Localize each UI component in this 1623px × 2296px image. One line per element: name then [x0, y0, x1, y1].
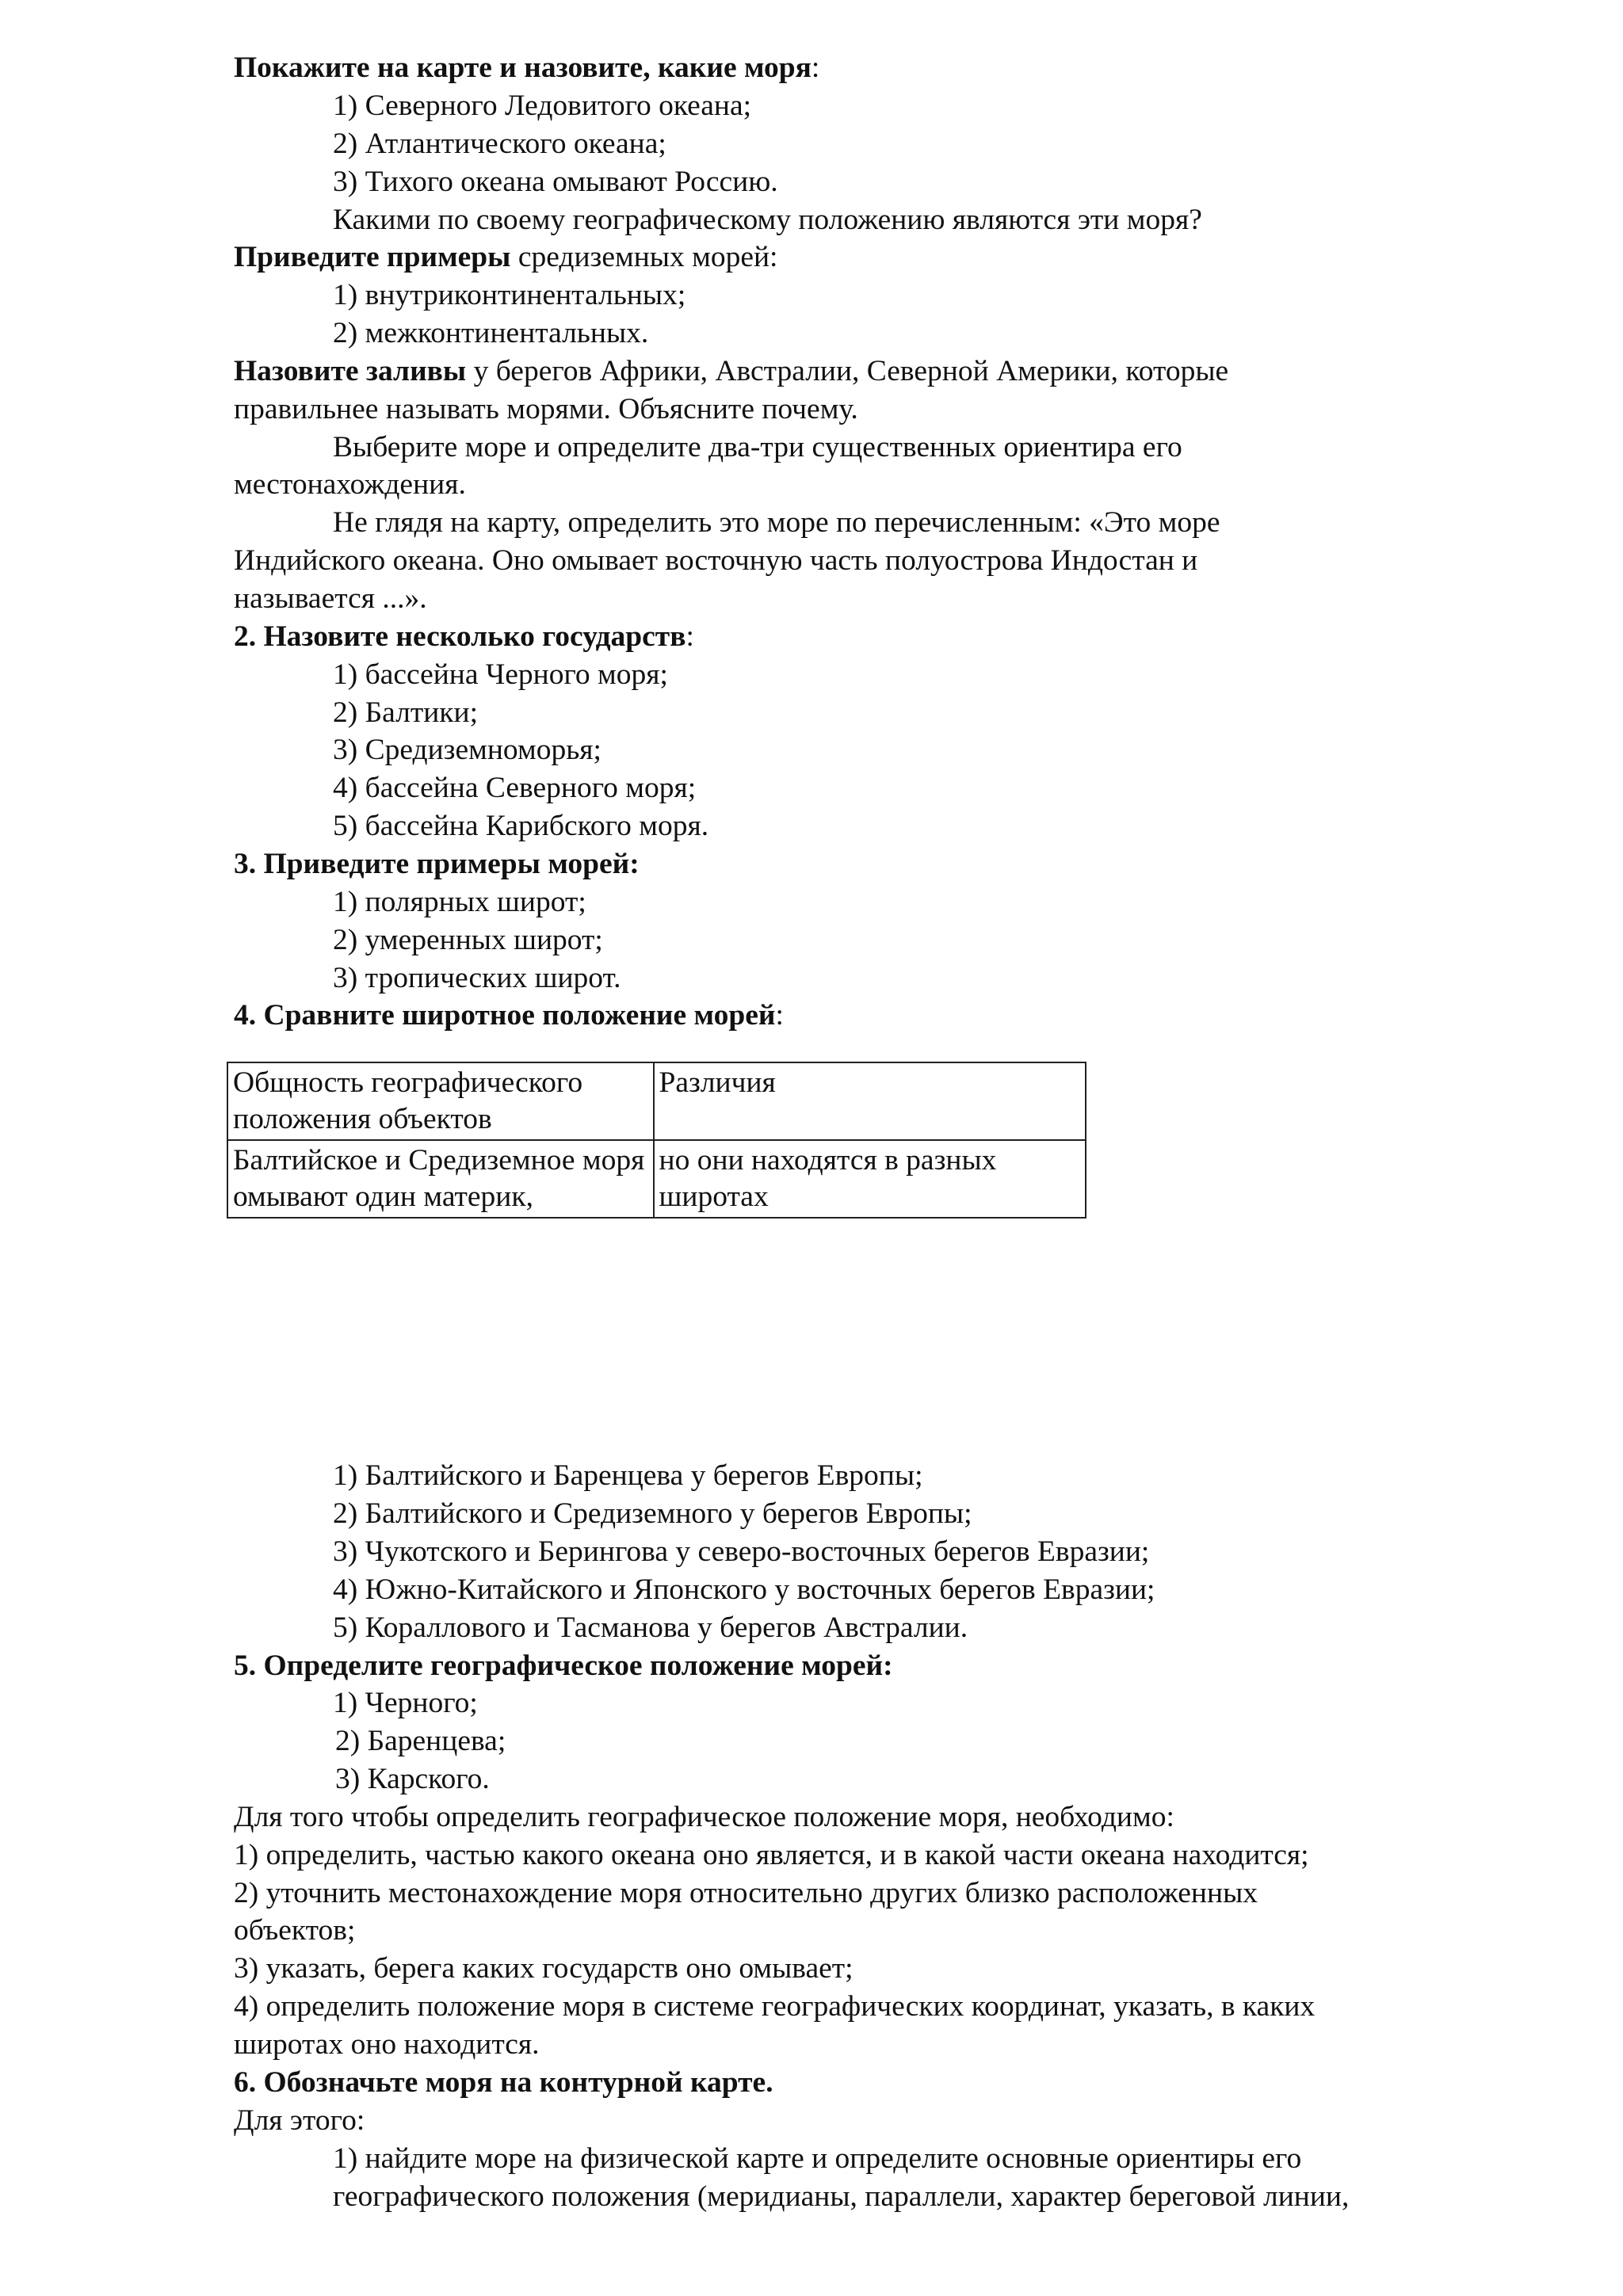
paragraph-line: правильнее называть морями. Объясните почему. — [234, 393, 858, 425]
heading-section-2: 2. Назовите несколько государств: — [234, 620, 694, 653]
list-item: 5) бассейна Карибского моря. — [333, 810, 709, 842]
list-item: 4) бассейна Северного моря; — [333, 772, 697, 804]
list-item: 3) Тихого океана омывают Россию. — [333, 166, 778, 198]
list-item: 1) Северного Ледовитого океана; — [333, 90, 752, 122]
paragraph-line: называется ...». — [234, 582, 427, 615]
paragraph-line: 3) указать, берега каких государств оно омывает; — [234, 1952, 854, 1985]
table-cell: Балтийское и Средиземное моря омывают один материк, — [227, 1140, 654, 1218]
comparison-table — [227, 1062, 1086, 1219]
list-item: 2) Баренцева; — [335, 1725, 506, 1757]
list-item: 3) Карского. — [335, 1763, 490, 1795]
heading-section-6: 6. Обозначьте моря на контурной карте. — [234, 2066, 773, 2099]
heading-section-3: 3. Приведите примеры морей: — [234, 848, 640, 880]
paragraph-line: широтах оно находится. — [234, 2028, 540, 2061]
heading-section-4: 4. Сравните широтное положение морей: — [234, 999, 784, 1032]
paragraph-line: 1) определить, частью какого океана оно является, и в какой части океана находится; — [234, 1839, 1309, 1871]
paragraph-line: Индийского океана. Оно омывает восточную часть полуострова Индостан и — [234, 544, 1198, 577]
list-item: 3) тропических широт. — [333, 962, 621, 994]
list-item: 1) найдите море на физической карте и определите основные ориентиры его — [333, 2142, 1302, 2175]
list-item: 1) Черного; — [333, 1687, 478, 1719]
list-item: 5) Кораллового и Тасманова у берегов Австралии. — [333, 1611, 968, 1644]
paragraph-line: Какими по своему географическому положению являются эти моря? — [333, 204, 1202, 236]
paragraph-line: 4) определить положение моря в системе географических координат, указать, в каких — [234, 1990, 1316, 2023]
paragraph-line: Для этого: — [234, 2104, 365, 2137]
list-item: 4) Южно-Китайского и Японского у восточных берегов Евразии; — [333, 1573, 1155, 1606]
list-item: 1) Балтийского и Баренцева у берегов Европы; — [333, 1459, 923, 1492]
heading-section-5: 5. Определите географическое положение морей: — [234, 1650, 893, 1682]
list-item: 2) межконтинентальных. — [333, 317, 649, 349]
table-cell: но они находятся в разных широтах — [654, 1140, 1086, 1218]
list-item: 1) полярных широт; — [333, 886, 586, 918]
list-item: 1) внутриконтинентальных; — [333, 279, 686, 311]
table-header-cell: Различия — [654, 1062, 1086, 1140]
paragraph-line: местонахождения. — [234, 468, 466, 501]
table-header-row — [227, 1062, 1086, 1140]
list-item: 1) бассейна Черного моря; — [333, 658, 668, 691]
heading-seas: Покажите на карте и назовите, какие моря: — [234, 51, 820, 84]
table-header-cell: Общность географического положения объектов — [227, 1062, 654, 1140]
paragraph-line: Выберите море и определите два-три существенных ориентира его — [333, 431, 1182, 463]
list-item: 3) Средиземноморья; — [333, 734, 601, 766]
paragraph-line: объектов; — [234, 1914, 356, 1947]
heading-examples: Приведите примеры средиземных морей: — [234, 241, 778, 273]
list-item: 3) Чукотского и Берингова у северо-восточных берегов Евразии; — [333, 1535, 1150, 1568]
paragraph-line: Для того чтобы определить географическое положение моря, необходимо: — [234, 1801, 1174, 1833]
list-item: 2) Атлантического океана; — [333, 128, 666, 160]
list-item: географического положения (меридианы, параллели, характер береговой линии, — [333, 2180, 1350, 2213]
list-item: 2) умеренных широт; — [333, 924, 603, 956]
paragraph-line: Не глядя на карту, определить это море по перечисленным: «Это море — [333, 506, 1220, 539]
paragraph-line: 2) уточнить местонахождение моря относительно других близко расположенных — [234, 1877, 1258, 1909]
heading-bays: Назовите заливы у берегов Африки, Австралии, Северной Америки, которые — [234, 355, 1229, 387]
list-item: 2) Балтики; — [333, 696, 478, 729]
table-row — [227, 1140, 1086, 1218]
list-item: 2) Балтийского и Средиземного у берегов Европы; — [333, 1497, 972, 1530]
